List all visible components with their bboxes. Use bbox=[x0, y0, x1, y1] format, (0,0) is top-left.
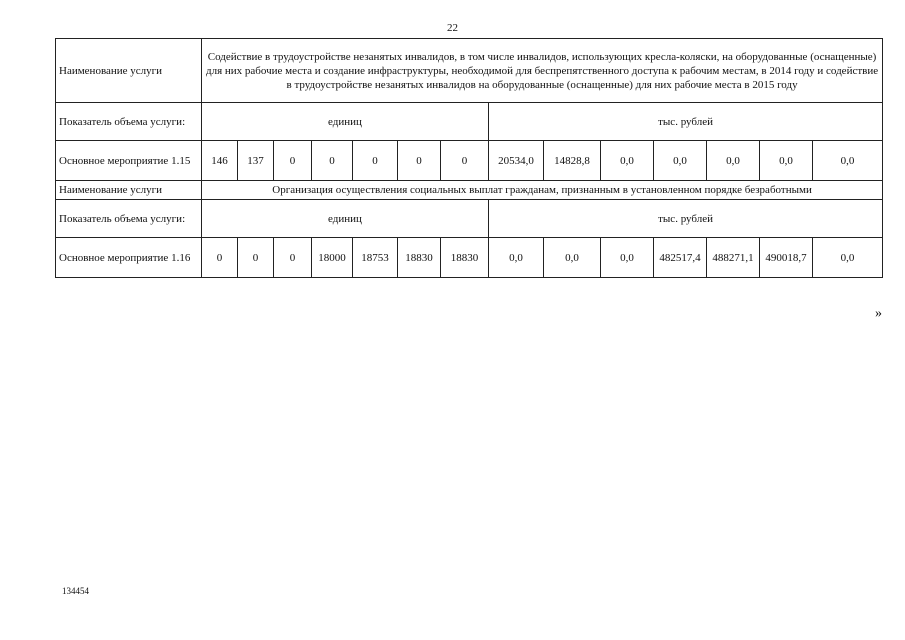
money-value: 482517,4 bbox=[654, 238, 707, 278]
units-value: 0 bbox=[441, 141, 489, 181]
units-value: 18830 bbox=[441, 238, 489, 278]
document-code: 134454 bbox=[62, 586, 89, 596]
units-value: 0 bbox=[274, 141, 312, 181]
measure-label: Основное мероприятие 1.16 bbox=[56, 238, 202, 278]
service-name: Организация осуществления социальных выплат гражданам, признанным в установленном порядке безработными bbox=[202, 181, 883, 200]
service-label: Наименование услуги bbox=[56, 39, 202, 103]
units-header: единиц bbox=[202, 200, 489, 238]
money-value: 20534,0 bbox=[489, 141, 544, 181]
closing-quote: » bbox=[875, 306, 882, 321]
units-value: 0 bbox=[312, 141, 353, 181]
money-header: тыс. рублей bbox=[489, 200, 883, 238]
money-value: 0,0 bbox=[707, 141, 760, 181]
indicator-row bbox=[56, 103, 883, 141]
units-value: 18000 bbox=[312, 238, 353, 278]
money-value: 0,0 bbox=[601, 238, 654, 278]
units-value: 0 bbox=[238, 238, 274, 278]
units-value: 0 bbox=[274, 238, 312, 278]
indicator-label: Показатель объема услуги: bbox=[56, 200, 202, 238]
units-value: 146 bbox=[202, 141, 238, 181]
money-value: 0,0 bbox=[654, 141, 707, 181]
money-value: 488271,1 bbox=[707, 238, 760, 278]
money-value: 14828,8 bbox=[544, 141, 601, 181]
service-name-row bbox=[56, 181, 883, 200]
units-value: 0 bbox=[353, 141, 398, 181]
money-value: 0,0 bbox=[813, 238, 883, 278]
units-value: 137 bbox=[238, 141, 274, 181]
indicator-row bbox=[56, 200, 883, 238]
units-value: 0 bbox=[202, 238, 238, 278]
measure-row bbox=[56, 238, 883, 278]
measure-row bbox=[56, 141, 883, 181]
service-name: Содействие в трудоустройстве незанятых инвалидов, в том числе инвалидов, использующих кресла-коляски, на оборудованные (оснащенные) для них рабочие места и создание инфраструктуры, необходимой для беспрепятственного доступа к рабочим местам, в 2014 году и содействие в трудоустройстве незанятых инвалидов на оборудованные (оснащенные) для них рабочие места в 2015 году bbox=[202, 39, 883, 103]
indicator-label: Показатель объема услуги: bbox=[56, 103, 202, 141]
units-header: единиц bbox=[202, 103, 489, 141]
money-value: 490018,7 bbox=[760, 238, 813, 278]
measure-label: Основное мероприятие 1.15 bbox=[56, 141, 202, 181]
page-number: 22 bbox=[447, 22, 458, 34]
money-value: 0,0 bbox=[544, 238, 601, 278]
services-table bbox=[55, 38, 883, 278]
service-name-row bbox=[56, 39, 883, 103]
money-header: тыс. рублей bbox=[489, 103, 883, 141]
service-label: Наименование услуги bbox=[56, 181, 202, 200]
units-value: 0 bbox=[398, 141, 441, 181]
money-value: 0,0 bbox=[813, 141, 883, 181]
units-value: 18753 bbox=[353, 238, 398, 278]
money-value: 0,0 bbox=[489, 238, 544, 278]
money-value: 0,0 bbox=[760, 141, 813, 181]
money-value: 0,0 bbox=[601, 141, 654, 181]
units-value: 18830 bbox=[398, 238, 441, 278]
